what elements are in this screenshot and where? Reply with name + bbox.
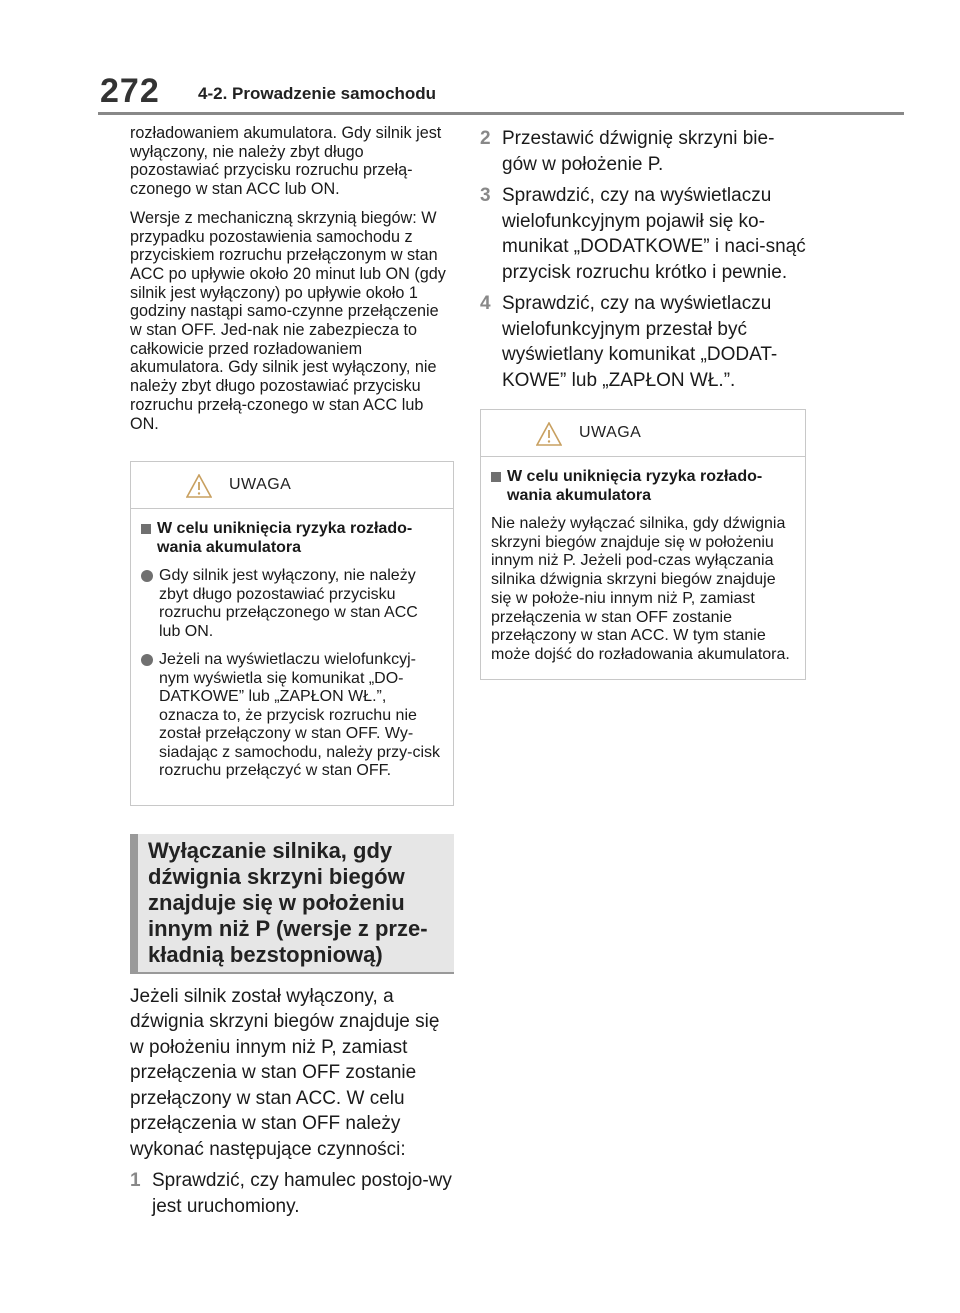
warning-bullet-text: Gdy silnik jest wyłączony, nie należy zbyt długo pozostawiać przycisku rozruchu przełączonego w stan ACC lub ON. [159,567,418,640]
step-item [130,1168,454,1219]
warning-subheading-text: W celu uniknięcia ryzyka rozłado-wania akumulatora [507,468,763,504]
step-number: 2 [480,128,491,149]
warning-bullet [141,651,443,781]
right-column [480,124,806,680]
step-text: Sprawdzić, czy hamulec postojo-wy jest uruchomiony. [152,1170,452,1217]
warning-label: UWAGA [229,476,292,494]
step-text: Przestawić dźwignię skrzyni bie-gów w położenie P. [502,128,775,175]
warning-subheading-text: W celu uniknięcia ryzyka rozłado-wania akumulatora [157,520,413,557]
section-heading [130,834,454,974]
step-number: 3 [480,185,491,206]
warning-label: UWAGA [579,424,642,441]
step-number: 4 [480,293,491,314]
warning-header [491,410,795,456]
warning-triangle-icon [186,474,212,498]
circle-bullet-icon [141,570,153,582]
warning-text: Nie należy wyłączać silnika, gdy dźwignia skrzyni biegów znajduje się w położeniu innym niż P. Jeżeli pod-czas wyłączania silnika dźwignia skrzyni biegów znajduje się w położe-niu innym niż P, zamiast przełączenia w stan OFF zostanie przełączony w stan ACC. W tym stanie może dojść do rozładowania akumulatora. [491,515,790,663]
warning-subheading [491,467,795,505]
warning-divider [481,456,805,457]
step-item [480,291,806,393]
circle-bullet-icon [141,654,153,666]
body-paragraph: Jeżeli silnik został wyłączony, a dźwignia skrzyni biegów znajduje się w położeniu innym niż P, zamiast przełączenia w stan OFF zostanie przełączony w stan ACC. W celu przełączenia w stan OFF należy wykonać następujące czynności: [130,985,440,1160]
page-header [0,0,960,116]
manual-transmission-paragraph: Wersje z mechaniczną skrzynią biegów: W przypadku pozostawienia samochodu z przyciskiem rozruchu przełączonym w stan ACC po upływie około 20 minut lub ON (gdy silnik jest wyłączony) po upływie około 1 godziny nastąpi samo-czynne przełączenie w stan OFF. Jed-nak nie zabezpiecza to całkowicie przed rozładowaniem akumulatora. Gdy silnik jest wyłączony, nie należy zbyt długo pozostawiać przycisku rozruchu przełą-czonego w stan ACC lub ON. [130,208,446,433]
warning-divider [131,508,453,509]
page-number: 272 [100,72,160,110]
warning-bullet [141,567,443,641]
warning-bullet-text: Jeżeli na wyświetlaczu wielofunkcyj-nym wyświetla się komunikat „DO-DATKOWE” lub „ZAPŁON WŁ.”, oznacza to, że przycisk rozruchu nie został przełączony w stan OFF. Wy-siadając z samochodu, należy przy-cisk rozruchu przełączyć w stan OFF. [159,651,441,780]
step-item [480,126,806,177]
section-title: 4-2. Prowadzenie samochodu [198,84,437,103]
section-heading-text: Wyłączanie silnika, gdy dźwignia skrzyni biegów znajduje się w położeniu innym niż P (wersje z prze-kładnią bezstopniową) [148,837,428,967]
left-column [130,124,454,1225]
step-item [480,183,806,285]
warning-box [130,461,454,806]
square-bullet-icon [491,472,501,482]
warning-header [141,462,443,508]
step-text: Sprawdzić, czy na wyświetlaczu wielofunkcyjnym przestał być wyświetlany komunikat „DODAT-KOWE” lub „ZAPŁON WŁ.”. [502,293,778,391]
warning-box [480,409,806,680]
header-divider [98,112,904,115]
step-text: Sprawdzić, czy na wyświetlaczu wielofunkcyjnym pojawił się ko-munikat „DODATKOWE” i naci-snąć przycisk rozruchu krótko i pewnie. [502,185,806,283]
intro-paragraph: rozładowaniem akumulatora. Gdy silnik jest wyłączony, nie należy zbyt długo pozostawiać przycisku rozruchu przełą-czonego w stan ACC lub ON. [130,124,442,199]
step-number: 1 [130,1170,141,1192]
square-bullet-icon [141,524,151,534]
warning-subheading [141,519,443,557]
warning-triangle-icon [536,422,562,446]
